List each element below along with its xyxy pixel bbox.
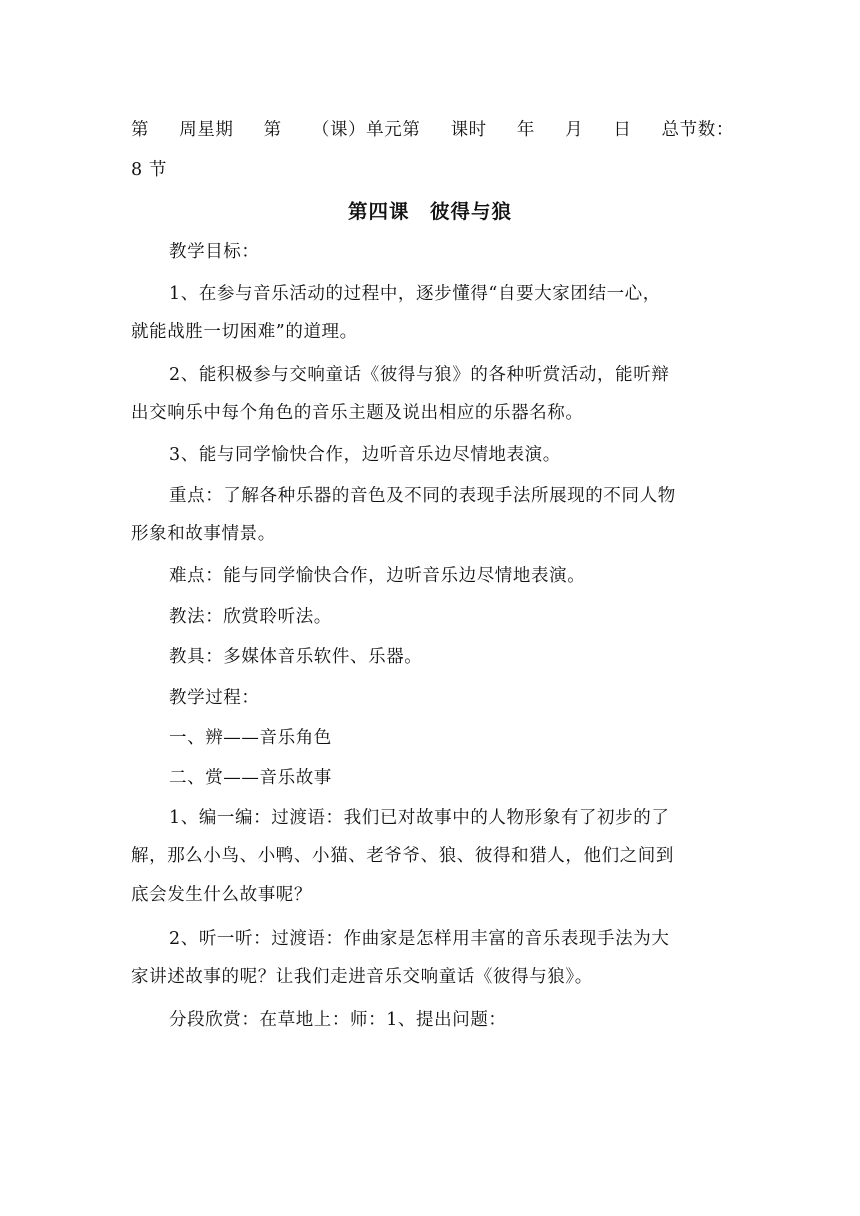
paragraph-line: 出交响乐中每个角色的音乐主题及说出相应的乐器名称。 bbox=[131, 403, 584, 423]
paragraph-line: 难点：能与同学愉快合作，边听音乐边尽情地表演。 bbox=[169, 566, 586, 586]
header-segment: 第 bbox=[263, 120, 282, 140]
paragraph-line: 教学目标： bbox=[169, 242, 260, 262]
paragraph-line: 1、在参与音乐活动的过程中，逐步懂得“自要大家团结一心， bbox=[169, 284, 661, 304]
paragraph-line: 2、听一听：过渡语：作曲家是怎样用丰富的音乐表现手法为大 bbox=[169, 929, 670, 949]
header-segment: （课）单元第 bbox=[311, 120, 421, 140]
paragraph-line: 教具：多媒体音乐软件、乐器。 bbox=[169, 647, 423, 667]
paragraph-line: 重点：了解各种乐器的音色及不同的表现手法所展现的不同人物 bbox=[169, 486, 676, 506]
header-segment: 总节数： bbox=[661, 120, 734, 140]
paragraph-line: 二、赏——音乐故事 bbox=[169, 768, 332, 788]
header-segment: 课时 bbox=[450, 120, 487, 140]
lesson-header bbox=[131, 118, 734, 142]
header-segment: 年 bbox=[516, 120, 535, 140]
paragraph-line: 家讲述故事的呢？让我们走进音乐交响童话《彼得与狼》。 bbox=[131, 967, 593, 987]
header-segment: 日 bbox=[613, 120, 632, 140]
header-segment: 第 bbox=[131, 120, 150, 140]
paragraph-line: 1、编一编：过渡语：我们已对故事中的人物形象有了初步的了 bbox=[169, 808, 670, 828]
total-lessons: 8 节 bbox=[131, 160, 167, 180]
paragraph-line: 2、能积极参与交响童话《彼得与狼》的各种听赏活动，能听辩 bbox=[169, 365, 670, 385]
paragraph-line: 形象和故事情景。 bbox=[131, 524, 276, 544]
paragraph-line: 分段欣赏：在草地上：师：1、提出问题： bbox=[169, 1010, 507, 1030]
paragraph-line: 就能战胜一切困难”的道理。 bbox=[131, 322, 358, 342]
header-segment: 周星期 bbox=[179, 120, 234, 140]
paragraph-line: 教学过程： bbox=[169, 688, 260, 708]
paragraph-line: 解，那么小鸟、小鸭、小猫、老爷爷、狼、彼得和猎人，他们之间到 bbox=[131, 846, 674, 866]
paragraph-line: 教法：欣赏聆听法。 bbox=[169, 607, 332, 627]
paragraph-line: 底会发生什么故事呢？ bbox=[131, 885, 312, 905]
page-title: 第四课 彼得与狼 bbox=[347, 200, 512, 223]
header-segment: 月 bbox=[565, 120, 584, 140]
paragraph-line: 一、辨——音乐角色 bbox=[169, 728, 332, 748]
paragraph-line: 3、能与同学愉快合作，边听音乐边尽情地表演。 bbox=[169, 445, 561, 465]
